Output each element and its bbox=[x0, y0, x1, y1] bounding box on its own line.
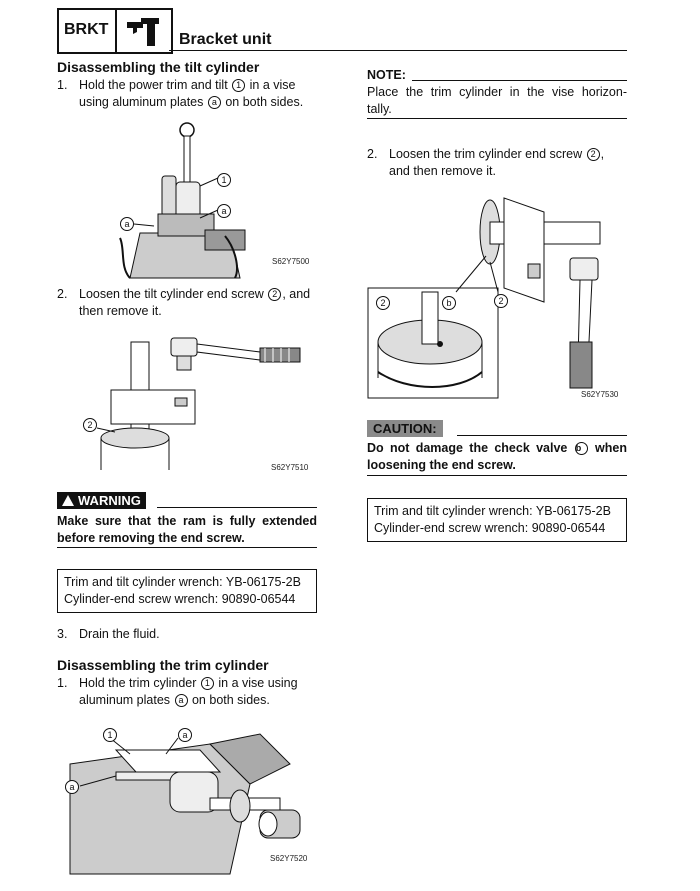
step-3-drain: 3. Drain the fluid. bbox=[57, 627, 160, 641]
callout-1: 1 bbox=[103, 728, 117, 742]
callout-2: 2 bbox=[83, 418, 97, 432]
ref-2: 2 bbox=[587, 148, 600, 161]
note-box bbox=[367, 67, 627, 119]
figure-tilt-wrench bbox=[75, 330, 325, 478]
figure-trim-wrench bbox=[368, 192, 628, 404]
figure-code: S62Y7530 bbox=[581, 390, 619, 399]
step-1-tilt: 1. Hold the power trim and tilt 1 in a vise using aluminum plates a on both sides. bbox=[57, 78, 304, 109]
section-title-tilt: Disassembling the tilt cylinder bbox=[57, 59, 260, 75]
figure-trim-vise bbox=[60, 724, 320, 874]
figure-tilt-vise bbox=[110, 118, 320, 278]
warning-box bbox=[57, 492, 317, 548]
step-2-trim: 2. Loosen the trim cylinder end screw 2 , and then remove it. bbox=[367, 147, 605, 178]
ref-b: b bbox=[575, 442, 588, 455]
callout-2-left: 2 bbox=[376, 296, 390, 310]
callout-a-left: a bbox=[120, 217, 134, 231]
ref-a: a bbox=[175, 694, 188, 707]
caution-text: Do not damage the check valve b when loosening the end screw. bbox=[367, 441, 627, 472]
header-rule bbox=[169, 50, 627, 51]
warning-label-box: WARNING bbox=[57, 492, 146, 509]
step-2-tilt: 2. Loosen the tilt cylinder end screw 2 , and then remove it. bbox=[57, 287, 311, 318]
warning-text: Make sure that the ram is fully extended before removing the end screw. bbox=[57, 514, 317, 545]
header bbox=[57, 8, 627, 52]
figure-code: S62Y7500 bbox=[272, 257, 310, 266]
page-title: Bracket unit bbox=[179, 31, 272, 48]
bracket-icon bbox=[115, 8, 173, 54]
tool-box-right: Trim and tilt cylinder wrench: YB-06175-2B Cylinder-end screw wrench: 90890-06544 bbox=[367, 498, 627, 542]
note-label: NOTE: bbox=[367, 68, 406, 82]
callout-a-top: a bbox=[178, 728, 192, 742]
tool-box-left: Trim and tilt cylinder wrench: YB-06175-2B Cylinder-end screw wrench: 90890-06544 bbox=[57, 569, 317, 613]
figure-code: S62Y7520 bbox=[270, 854, 308, 863]
ref-a: a bbox=[208, 96, 221, 109]
figure-code: S62Y7510 bbox=[271, 463, 309, 472]
section-title-trim: Disassembling the trim cylinder bbox=[57, 657, 269, 673]
warning-icon bbox=[62, 495, 74, 506]
caution-box bbox=[367, 420, 627, 476]
callout-1: 1 bbox=[217, 173, 231, 187]
callout-b: b bbox=[442, 296, 456, 310]
caution-label-box: CAUTION: bbox=[367, 420, 443, 437]
badge-text: BRKT bbox=[64, 21, 109, 38]
ref-2: 2 bbox=[268, 288, 281, 301]
step-1-trim: 1. Hold the trim cylinder 1 in a vise using aluminum plates a on both sides. bbox=[57, 676, 298, 707]
header-badge bbox=[57, 8, 117, 54]
ref-1: 1 bbox=[201, 677, 214, 690]
callout-a-left: a bbox=[65, 780, 79, 794]
callout-2-right: 2 bbox=[494, 294, 508, 308]
callout-a-right: a bbox=[217, 204, 231, 218]
note-text: Place the trim cylinder in the vise horizon- tally. bbox=[367, 85, 627, 116]
ref-1: 1 bbox=[232, 79, 245, 92]
